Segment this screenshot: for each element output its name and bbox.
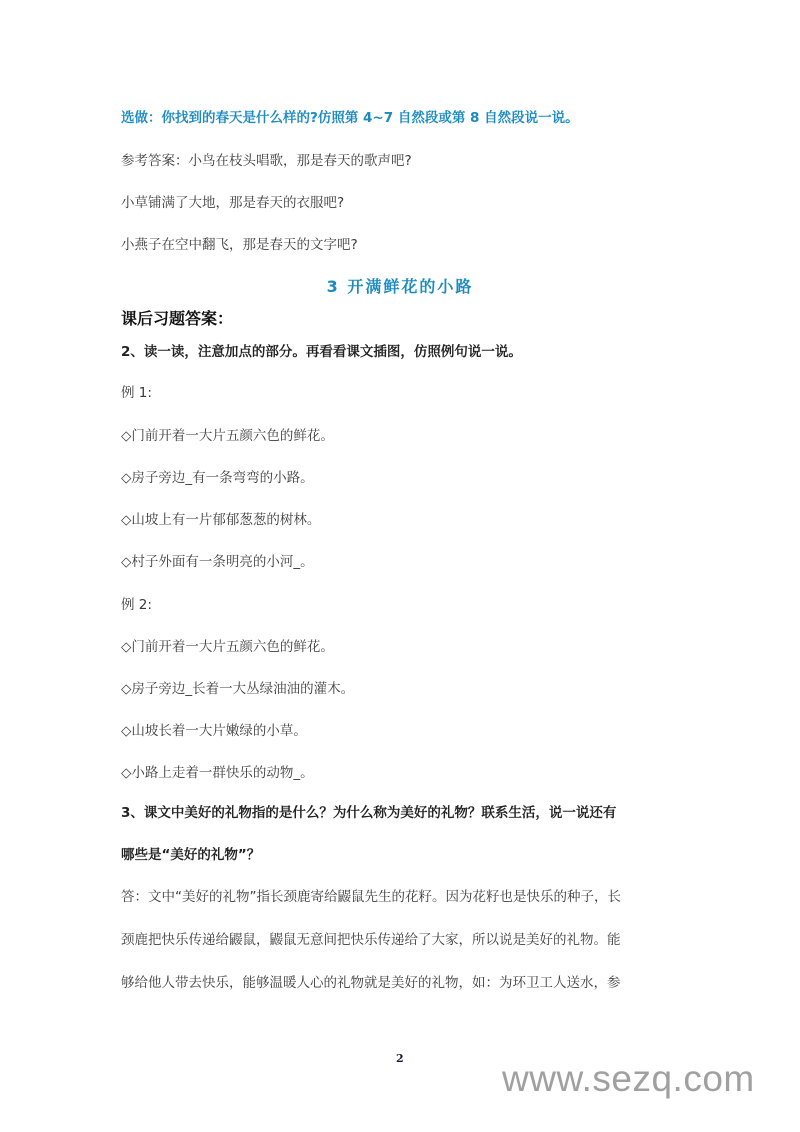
example-1-item: ◇门前开着一大片五颜六色的鲜花。: [121, 428, 334, 444]
page-number: 2: [396, 1052, 404, 1065]
example-1-item: ◇山坡上有一片郁郁葱葱的树林。: [121, 512, 321, 528]
section-heading: 课后习题答案：: [121, 309, 234, 328]
example-1-label: 例 1:: [121, 385, 152, 401]
example-2-item: ◇门前开着一大片五颜六色的鲜花。: [121, 639, 334, 655]
question-3-line-1: 3、课文中美好的礼物指的是什么？为什么称为美好的礼物？联系生活，说一说还有: [121, 805, 617, 821]
example-2-item: ◇小路上走着一群快乐的动物_。: [121, 765, 314, 781]
answer-3-line-2: 颈鹿把快乐传递给鼹鼠，鼹鼠无意间把快乐传递给了大家，所以说是美好的礼物。能: [121, 932, 621, 948]
example-1-item: ◇村子外面有一条明亮的小河_。: [121, 554, 314, 570]
example-2-label: 例 2:: [121, 597, 152, 613]
reference-answer-line-2: 小草铺满了大地，那是春天的衣服吧?: [121, 195, 345, 211]
example-1-item: ◇房子旁边_有一条弯弯的小路。: [121, 470, 314, 486]
lesson-title: 3 开满鲜花的小路: [326, 277, 474, 296]
optional-task-prompt: 选做：你找到的春天是什么样的?仿照第 4~7 自然段或第 8 自然段说一说。: [121, 110, 579, 126]
example-2-item: ◇房子旁边_长着一大丛绿油油的灌木。: [121, 681, 355, 697]
question-3-line-2: 哪些是“美好的礼物”？: [121, 847, 261, 863]
reference-answer-line-3: 小燕子在空中翻飞，那是春天的文字吧?: [121, 237, 358, 253]
example-2-item: ◇山坡长着一大片嫩绿的小草。: [121, 723, 307, 739]
reference-answer-line-1: 参考答案：小鸟在枝头唱歌，那是春天的歌声吧?: [121, 153, 412, 169]
answer-3-line-3: 够给他人带去快乐，能够温暖人心的礼物就是美好的礼物，如：为环卫工人送水，参: [121, 975, 621, 991]
question-2: 2、读一读，注意加点的部分。再看看课文插图，仿照例句说一说。: [121, 344, 522, 360]
answer-3-line-1: 答：文中“美好的礼物”指长颈鹿寄给鼹鼠先生的花籽。因为花籽也是快乐的种子，长: [121, 889, 621, 905]
watermark: www.sezq.com: [502, 1058, 755, 1099]
